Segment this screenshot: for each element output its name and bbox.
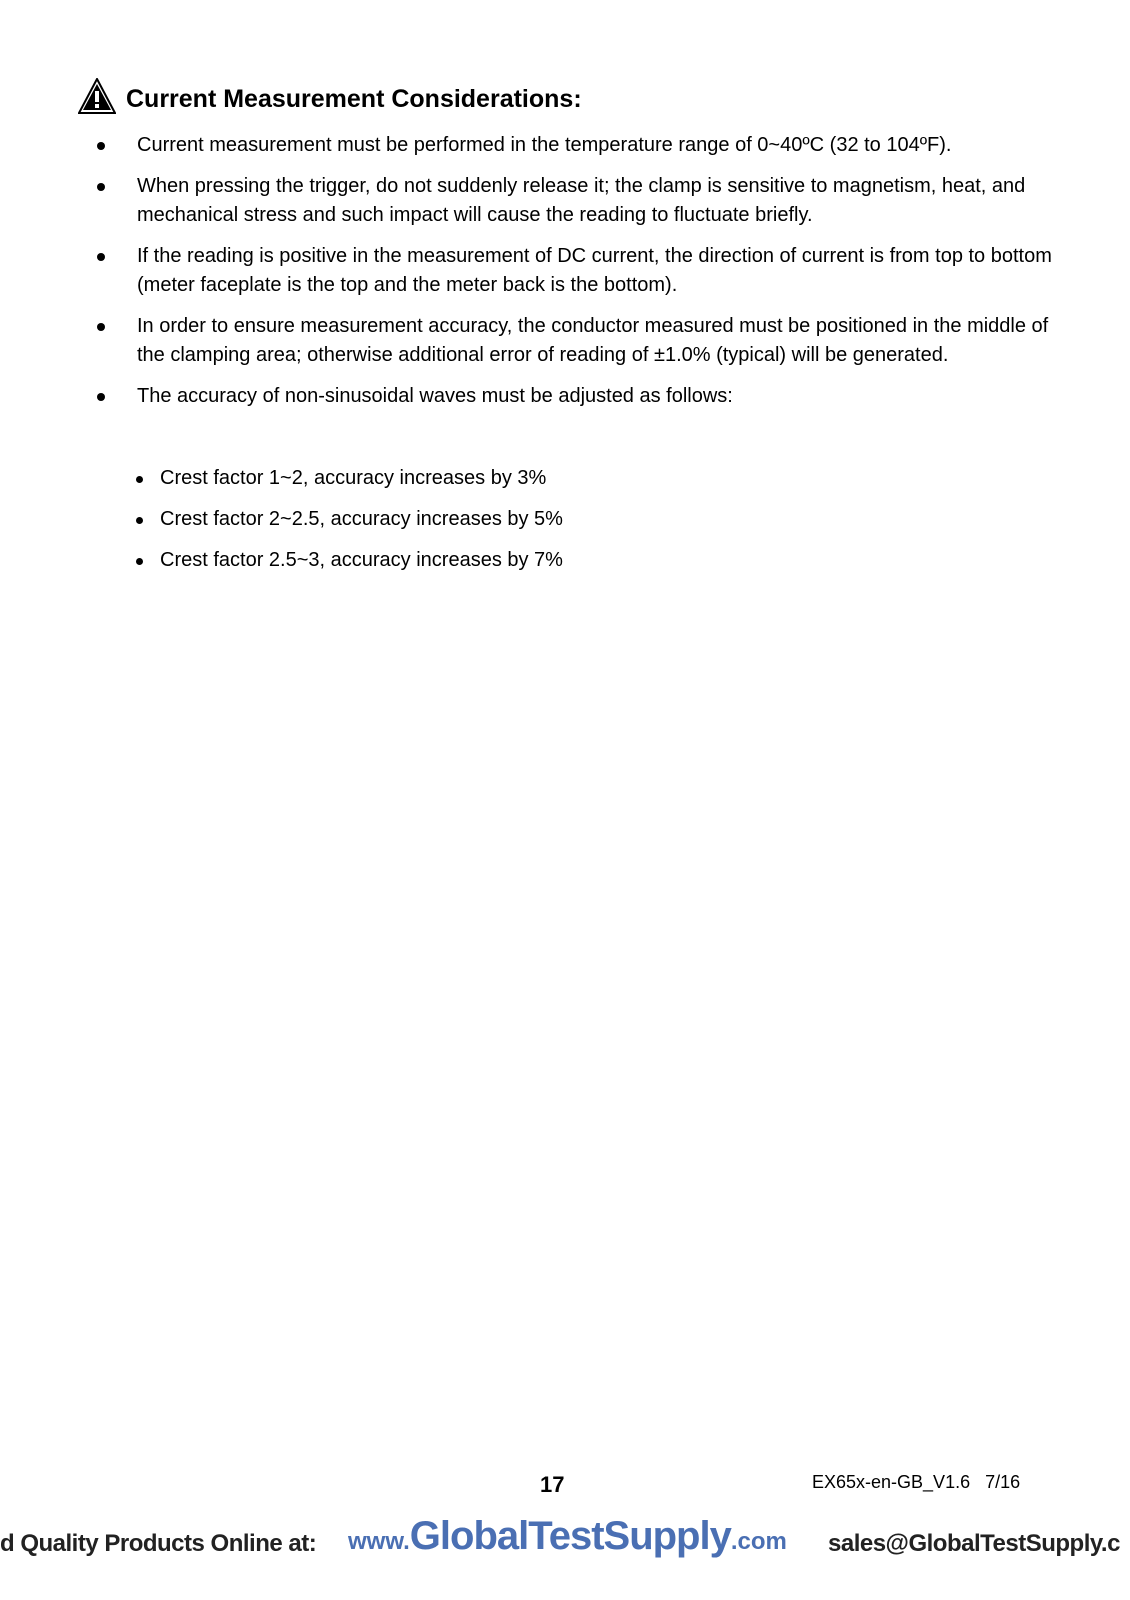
url-main: GlobalTestSupply: [409, 1514, 731, 1558]
banner-website-link[interactable]: [348, 1514, 787, 1559]
bullet-icon: [97, 183, 105, 191]
warning-icon: [78, 78, 116, 114]
bullet-icon: [136, 558, 143, 565]
bullet-icon: [136, 476, 143, 483]
document-code: EX65x-en-GB_V1.6 7/16: [812, 1472, 1021, 1492]
bullet-icon: [136, 517, 143, 524]
list-item: When pressing the trigger, do not suddenly release it; the clamp is sensitive to magnetism, heat, and mechanical stress and such impact will cause the reading to fluctuate briefly.: [95, 172, 1055, 230]
bullet-icon: [97, 393, 105, 401]
list-item: Crest factor 2~2.5, accuracy increases by 5%: [135, 505, 563, 534]
bullet-icon: [97, 142, 105, 150]
bullet-icon: [97, 323, 105, 331]
list-item: If the reading is positive in the measurement of DC current, the direction of current is from top to bottom (meter faceplate is the top and the meter back is the bottom).: [95, 242, 1055, 300]
page-number: 17: [540, 1472, 565, 1497]
url-prefix: www.: [348, 1528, 410, 1555]
crest-factor-list: [135, 464, 563, 587]
section-heading: [78, 78, 582, 114]
list-item: Crest factor 1~2, accuracy increases by 3%: [135, 464, 563, 493]
list-item: In order to ensure measurement accuracy, the conductor measured must be positioned in the middle of the clamping area; otherwise additional error of reading of ±1.0% (typical) will be generated.: [95, 312, 1055, 370]
banner-tagline: d Quality Products Online at:: [0, 1530, 317, 1557]
list-item: Current measurement must be performed in the temperature range of 0~40ºC (32 to 104ºF).: [95, 131, 1055, 160]
section-title: Current Measurement Considerations:: [126, 85, 582, 113]
banner-email-link[interactable]: sales@GlobalTestSupply.c: [828, 1530, 1120, 1557]
list-item: The accuracy of non-sinusoidal waves must be adjusted as follows:: [95, 382, 1055, 411]
bullet-icon: [97, 253, 105, 261]
url-suffix: .com: [730, 1528, 787, 1555]
list-item: Crest factor 2.5~3, accuracy increases by 7%: [135, 546, 563, 575]
considerations-list: [95, 131, 1055, 423]
